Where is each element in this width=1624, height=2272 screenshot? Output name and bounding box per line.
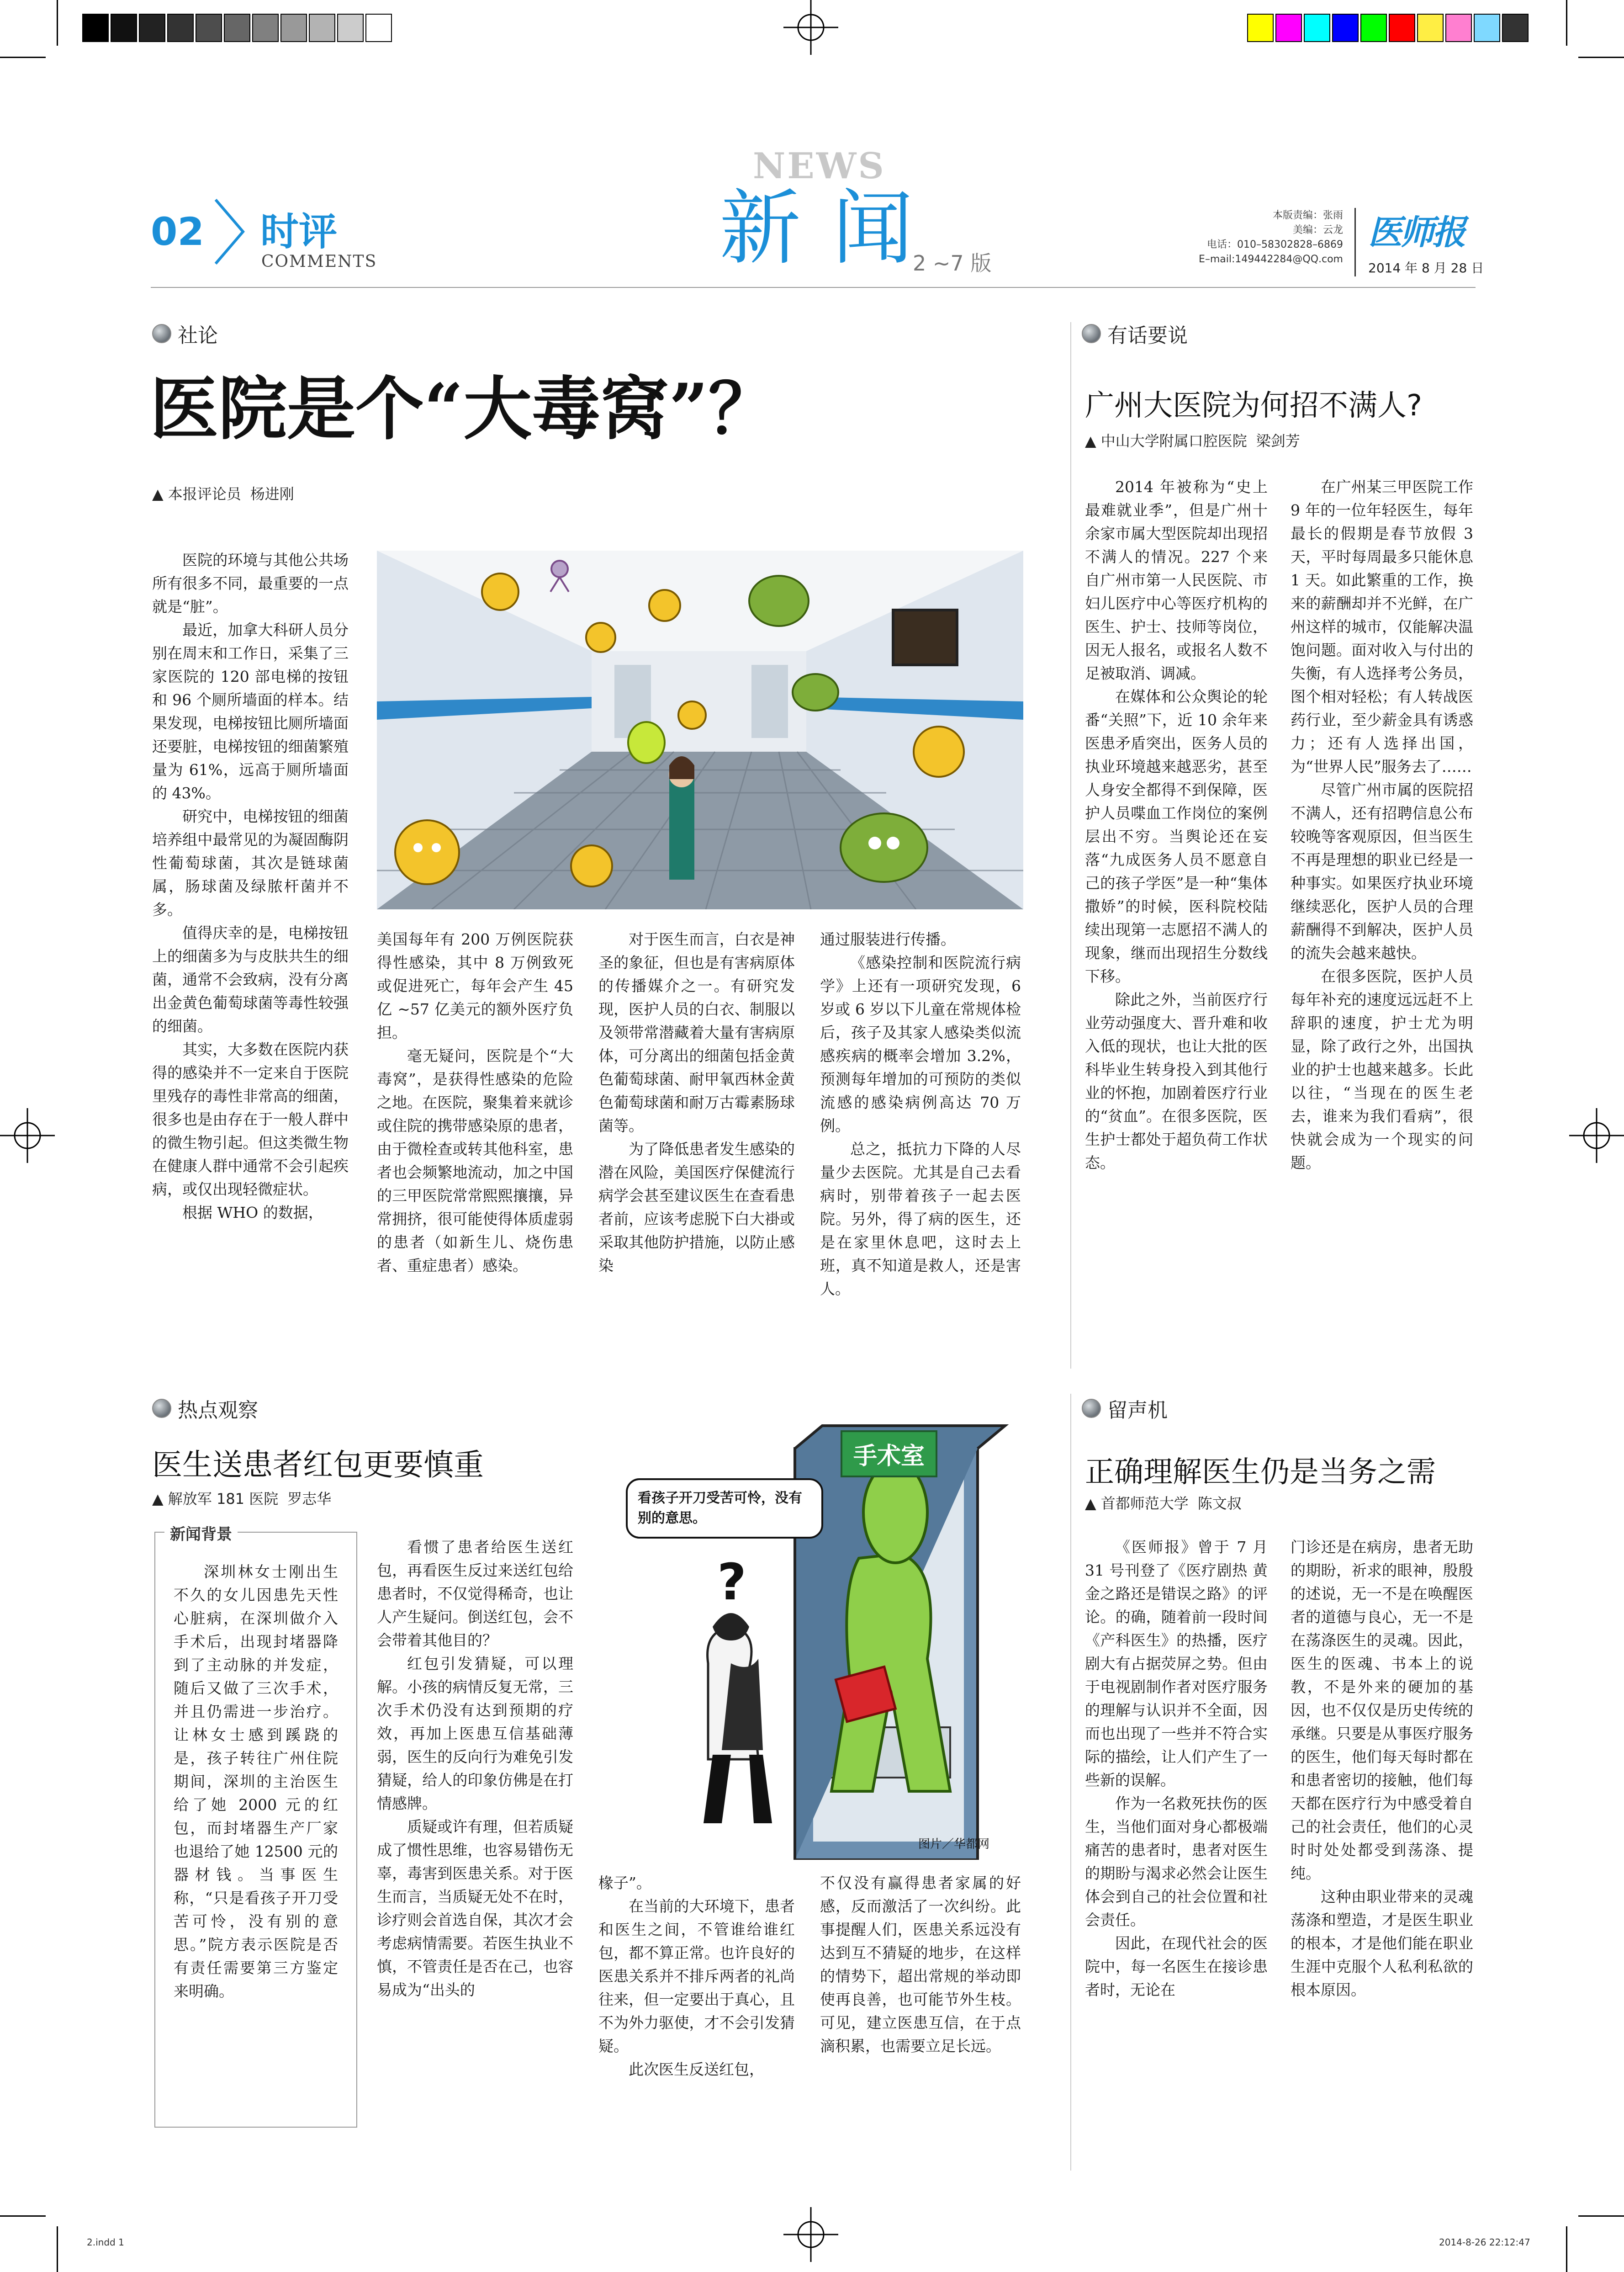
color-swatch [1360, 14, 1387, 42]
gray-swatch [280, 14, 307, 42]
byline-author: 罗志华 [287, 1490, 332, 1508]
paragraph: 红包引发猜疑，可以理解。小孩的病情反复无常，三次手术仍没有达到预期的疗效，再加上医患互信基础薄弱，医生的反向行为难免引发猜疑，给人的印象仿佛是在打情感牌。 [377, 1655, 573, 1812]
art-editor-name: 美编：云龙 [1292, 224, 1343, 236]
color-swatch [1332, 14, 1359, 42]
paragraph: 美国每年有 200 万例医院获得性感染，其中 8 万例致死或促进死亡，每年会产生 45 亿 ~57 亿美元的额外医疗负担。 [377, 930, 573, 1041]
speech-bubble: 看孩子开刀受苦可怜，没有别的意思。 [626, 1478, 823, 1539]
message-col-2 [1291, 1535, 1473, 2001]
paragraph: 值得庆幸的是，电梯按钮上的细菌多为与皮肤共生的细菌，通常不会致病，没有分离出金黄色葡萄球菌等毒性较强的细菌。 [152, 924, 349, 1035]
crop-mark [0, 2215, 46, 2217]
hospital-germs-illustration [377, 551, 1023, 909]
paragraph: 在广州某三甲医院工作 9 年的一位年轻医生，每年最长的假期是春节放假 3 天，平时每周最多只能休息 1 天。如此繁重的工作，换来的薪酬却并不光鲜，在广州这样的城市，仅能解决温饱问题。面对收入与付出的失衡，有人选择考公务员，图个相对轻松；有人转战医药行业，至少薪金具有诱惑力；还有人选择出国，为“世界人民”服务去了…… [1291, 478, 1473, 775]
paragraph: 其实，大多数在医院内获得的感染并不一定来自于医院里残存的毒性非常高的细菌，很多也是由存在于一般人群中的微生物引起。但这类微生物在健康人群中通常不会引起疾病，或仅出现轻微症状。 [152, 1040, 349, 1198]
section-label-text: 社论 [178, 324, 218, 347]
color-swatch [1502, 14, 1529, 42]
byline-label: ▲ 中山大学附属口腔医院 [1085, 432, 1247, 450]
paragraph: 椽子”。 [598, 1874, 651, 1892]
paragraph: 对于医生而言，白衣是神圣的象征，但也是有害病原体的传播媒介之一。有研究发现，医护人员的白衣、制服以及领带常潜藏着大量有害病原体，可分离出的细菌包括金黄色葡萄球菌、耐甲氧西林金黄色葡萄球菌和耐万古霉素肠球菌等。 [598, 930, 795, 1135]
hot-col-3 [598, 1871, 795, 2081]
section-label-message [1082, 1394, 1168, 1423]
editorial-col-4 [820, 928, 1021, 1301]
byline-author: 陈文叔 [1197, 1495, 1242, 1512]
column-divider [1070, 1394, 1071, 2171]
email: E–mail:149442284@QQ.com [1198, 254, 1343, 265]
paragraph: 除此之外，当前医疗行业劳动强度大、晋升难和收入低的现状，也让大批的医科毕业生转身投入到其他行业的怀抱，加剧着医疗行业的“贫血”。在很多医院，医生护士都处于超负荷工作状态。 [1085, 991, 1268, 1172]
crop-mark [1566, 2226, 1567, 2272]
bullet-icon [152, 324, 171, 343]
paragraph: 质疑或许有理，但若质疑成了惯性思维，也容易错伤无辜，毒害到医患关系。对于医生而言，当质疑无处不在时，诊疗则会首选自保，其次才会考虑病情需要。若医生执业不慎，不管责任是否在己，也容易成为“出头的 [377, 1818, 573, 1999]
cartoon-illustration [603, 1407, 1023, 1860]
byline-message [1085, 1492, 1242, 1513]
editorial-col-1 [152, 548, 349, 1224]
gray-swatch [82, 14, 109, 42]
masthead-logo: 医师报 [1368, 213, 1464, 252]
chevron-right-icon [211, 197, 248, 266]
crop-mark [0, 57, 46, 58]
gray-swatch [224, 14, 250, 42]
paragraph: 《医师报》曾于 7 月 31 号刊登了《医疗剧热 黄金之路还是错误之路》的评论。的确，随着前一段时间《产科医生》的热播，医疗剧大有占据荧屏之势。但由于电视剧制作者对医疗服务的理解与认识并不全面，因而也出现了一些并不符合实际的描绘，让人们产生了一些新的误解。 [1085, 1538, 1268, 1789]
registration-mark-right [1569, 1108, 1624, 1163]
editorial-col-3 [598, 928, 795, 1277]
crop-mark [1578, 2215, 1624, 2217]
gray-swatch [337, 14, 364, 42]
byline-label: ▲ 解放军 181 医院 [152, 1490, 279, 1508]
crop-mark [57, 2226, 58, 2272]
color-swatch [1389, 14, 1415, 42]
editor-info [1197, 208, 1343, 267]
color-swatch [1417, 14, 1444, 42]
registration-mark-left [0, 1108, 55, 1163]
section-label-talk [1082, 319, 1188, 348]
hot-col-4 [820, 1871, 1021, 2058]
paragraph: 总之，抵抗力下降的人尽量少去医院。尤其是自己去看病时，别带着孩子一起去医院。另外，得了病的医生，还是在家里休息吧，这时去上班，真不知道是救人，还是害人。 [820, 1140, 1021, 1298]
bullet-icon [1082, 324, 1101, 343]
headline-talk: 广州大医院为何招不满人? [1085, 389, 1422, 423]
registration-mark-top [783, 0, 838, 55]
news-background-box [154, 1525, 357, 2128]
byline-hot [152, 1487, 331, 1508]
crop-mark [1578, 57, 1624, 58]
gray-swatch [309, 14, 335, 42]
message-col-1 [1085, 1535, 1268, 2001]
gray-swatch [167, 14, 194, 42]
paragraph: 在很多医院，医护人员每年补充的速度远远赶不上辞职的速度，护士尤为明显，除了政行之外，出国执业的护士也越来越多。长此以往，“当现在的医生老去，谁来为我们看病”，很快就会成为一个现实的问题。 [1291, 967, 1473, 1172]
editor-name: 本版责编：张雨 [1272, 210, 1343, 221]
section-label-text: 有话要说 [1107, 324, 1188, 347]
footer-timestamp: 2014-8-26 22:12:47 [1439, 2237, 1530, 2248]
section-label-hot [152, 1394, 258, 1423]
headline-editorial: 医院是个“大毒窝”？ [150, 369, 777, 449]
paragraph: 尽管广州市属的医院招不满人，还有招聘信息公布较晚等客观原因，但当医生不再是理想的职业已经是一种事实。如果医疗执业环境继续恶化，医护人员的合理薪酬得不到解决，医护人员的流失会越来越快。 [1291, 781, 1473, 962]
phone: 电话：010–58302828–6869 [1207, 239, 1343, 250]
column-divider [1070, 322, 1071, 1369]
paragraph: 为了降低患者发生感染的潜在风险，美国医疗保健流行病学会甚至建议医生在查看患者前，应该考虑脱下白大褂或采取其他防护措施，以防止感染 [598, 1140, 795, 1274]
cartoon-credit: 图片／华都网 [918, 1837, 990, 1851]
paragraph: 看惯了患者给医生送红包，再看医生反过来送红包给患者时，不仅觉得稀奇，也让人产生疑问。倒送红包，会不会带着其他目的？ [377, 1538, 573, 1649]
paragraph: 在媒体和公众舆论的轮番“关照”下，近 10 余年来医患矛盾突出，医务人员的执业环境越来越恶劣，甚至人身安全都得不到保障，医护人员喋血工作岗位的案例层出不穷。当舆论还在妄落“九成医务人员不愿意自己的孩子学医”是一种“集体撒娇”的时候，医科院校陆续出现第一志愿招不满人的现象，继而出现招生分数线下移。 [1085, 688, 1268, 985]
gray-swatch [252, 14, 279, 42]
color-swatch [1247, 14, 1274, 42]
talk-col-1 [1085, 475, 1268, 1174]
paragraph: 研究中，电梯按钮的细菌培养组中最常见的为凝固酶阴性葡萄球菌，其次是链球菌属，肠球菌及绿脓杆菌并不多。 [152, 807, 349, 918]
byline-label: ▲ 首都师范大学 [1085, 1495, 1189, 1512]
news-chinese-label: 新 闻 [719, 181, 916, 276]
page-number: 02 [151, 209, 204, 254]
talk-col-2 [1291, 475, 1473, 1174]
cartoon-drawing [603, 1407, 1023, 1860]
paragraph: 这种由职业带来的灵魂荡涤和塑造，才是医生职业的根本，才是他们能在职业生涯中克服个人私利私欲的根本原因。 [1291, 1888, 1473, 1999]
svg-text:?: ? [717, 1553, 746, 1611]
color-swatch [1304, 14, 1330, 42]
paragraph: 不仅没有赢得患者家属的好感，反而激活了一次纠纷。此事提醒人们，医患关系远没有达到互不猜疑的地步，在这样的情势下，超出常规的举动即使再良善，也可能节外生枝。可见，建立医患互信，在于点滴积累，也需要立足长远。 [820, 1874, 1021, 2055]
editorial-col-2 [377, 928, 573, 1277]
paragraph: 2014 年被称为“史上最难就业季”，但是广州十余家市属大型医院却出现招不满人的情况。227 个来自广州市第一人民医院、市妇儿医疗中心等医疗机构的医生、护士、技师等岗位，因无人报名，或报名人数不足被取消、调减。 [1085, 478, 1268, 682]
byline-talk [1085, 430, 1300, 451]
section-title: 时评 [260, 209, 338, 254]
crop-mark [57, 0, 58, 46]
edition-range: 2 ~7 版 [913, 251, 992, 276]
section-label-editorial [152, 319, 218, 348]
gray-swatch [365, 14, 392, 42]
bullet-icon [1082, 1399, 1101, 1418]
paragraph: 《感染控制和医院流行病学》上还有一项研究发现，6 岁或 6 岁以下儿童在常规体检后，孩子及其家人感染类似流感疾病的概率会增加 3.2%，预测每年增加的可预防的类似流感的感染病例高达 70 万例。 [820, 954, 1021, 1135]
color-swatch [1445, 14, 1472, 42]
footer-file-name: 2.indd 1 [87, 2237, 124, 2248]
paragraph: 深圳林女士刚出生不久的女儿因患先天性心脏病，在深圳做介入手术后，出现封堵器降到了主动脉的并发症，随后又做了三次手术，并且仍需进一步治疗。让林女士感到蹊跷的是，孩子转往广州住院期间，深圳的主治医生给了她 2000 元的红包，而封堵器生产厂家也退给了她 12500 元的器材钱。当事医生称，“只是看孩子开刀受苦可怜，没有别的意思。”院方表示医院是否有责任需要第三方鉴定来明确。 [174, 1563, 338, 2000]
header-rule [151, 287, 1476, 288]
section-title-english: COMMENTS [261, 252, 377, 271]
byline-author: 梁剑芳 [1256, 432, 1300, 450]
byline-label: ▲ 本报评论员 [152, 485, 241, 503]
masthead-divider [1354, 208, 1356, 276]
gray-swatch [111, 14, 137, 42]
news-background-title: 新闻背景 [164, 1522, 238, 1544]
crop-mark [1566, 0, 1567, 46]
headline-message: 正确理解医生仍是当务之需 [1085, 1455, 1436, 1489]
paragraph: 因此，在现代社会的医院中，每一名医生在接诊患者时，无论在 [1085, 1934, 1268, 1999]
headline-hot: 医生送患者红包更要慎重 [152, 1447, 484, 1482]
news-background-text [174, 1560, 338, 2003]
paragraph: 最近，加拿大科研人员分别在周末和工作日，采集了三家医院的 120 部电梯的按钮和 96 个厕所墙面的样本。结果发现，电梯按钮比厕所墙面还要脏，电梯按钮的细菌繁殖量为 61%，远高于厕所墙面的 43%。 [152, 621, 349, 802]
paragraph: 医院的环境与其他公共场所有很多不同，最重要的一点就是“脏”。 [152, 551, 349, 616]
section-label-text: 留声机 [1107, 1399, 1168, 1422]
color-swatch [1474, 14, 1500, 42]
paragraph: 根据 WHO 的数据， [182, 1204, 323, 1221]
section-label-text: 热点观察 [178, 1399, 258, 1422]
issue-date: 2014 年 8 月 28 日 [1368, 260, 1484, 276]
operating-room-sign: 手术室 [841, 1430, 937, 1477]
paragraph: 此次医生反送红包， [629, 2060, 764, 2078]
byline-author: 杨进刚 [250, 485, 294, 503]
byline-editorial [152, 483, 294, 504]
news-english-label: NEWS [753, 145, 886, 187]
gray-swatch [139, 14, 165, 42]
paragraph: 通过服装进行传播。 [820, 930, 956, 948]
color-swatch [1275, 14, 1302, 42]
registration-mark-bottom [783, 2207, 838, 2262]
bullet-icon [152, 1399, 171, 1418]
paragraph: 门诊还是在病房，患者无助的期盼，祈求的眼神，殷殷的述说，无一不是在唤醒医者的道德与良心，无一不是在荡涤医生的灵魂。因此，医生的医魂、书本上的说教，不是外来的硬加的基因，也不仅仅是历史传统的承继。只要是从事医疗服务的医生，他们每天每时都在和患者密切的接触，他们每天都在医疗行为中感受着自己的社会责任，他们的心灵时时处处都受到荡涤、提纯。 [1291, 1538, 1473, 1882]
hot-col-2 [377, 1535, 573, 2001]
paragraph: 毫无疑问，医院是个“大毒窝”，是获得性感染的危险之地。在医院，聚集着来就诊或住院的携带感染原的患者，由于微栓查或转其他科室，患者也会频繁地流动，加之中国的三甲医院常常熙熙攘攘，异常拥挤，很可能使得体质虚弱的患者（如新生儿、烧伤患者、重症患者）感染。 [377, 1047, 573, 1274]
gray-swatch [196, 14, 222, 42]
paragraph: 在当前的大环境下，患者和医生之间，不管谁给谁红包，都不算正常。也许良好的医患关系并不排斥两者的礼尚往来，但一定要出于真心，且不为外力驱使，才不会引发猜疑。 [598, 1897, 795, 2055]
paragraph: 作为一名救死扶伤的医生，当他们面对身心都极端痛苦的患者时，患者对医生的期盼与渴求必然会让医生体会到自己的社会位置和社会责任。 [1085, 1794, 1268, 1929]
